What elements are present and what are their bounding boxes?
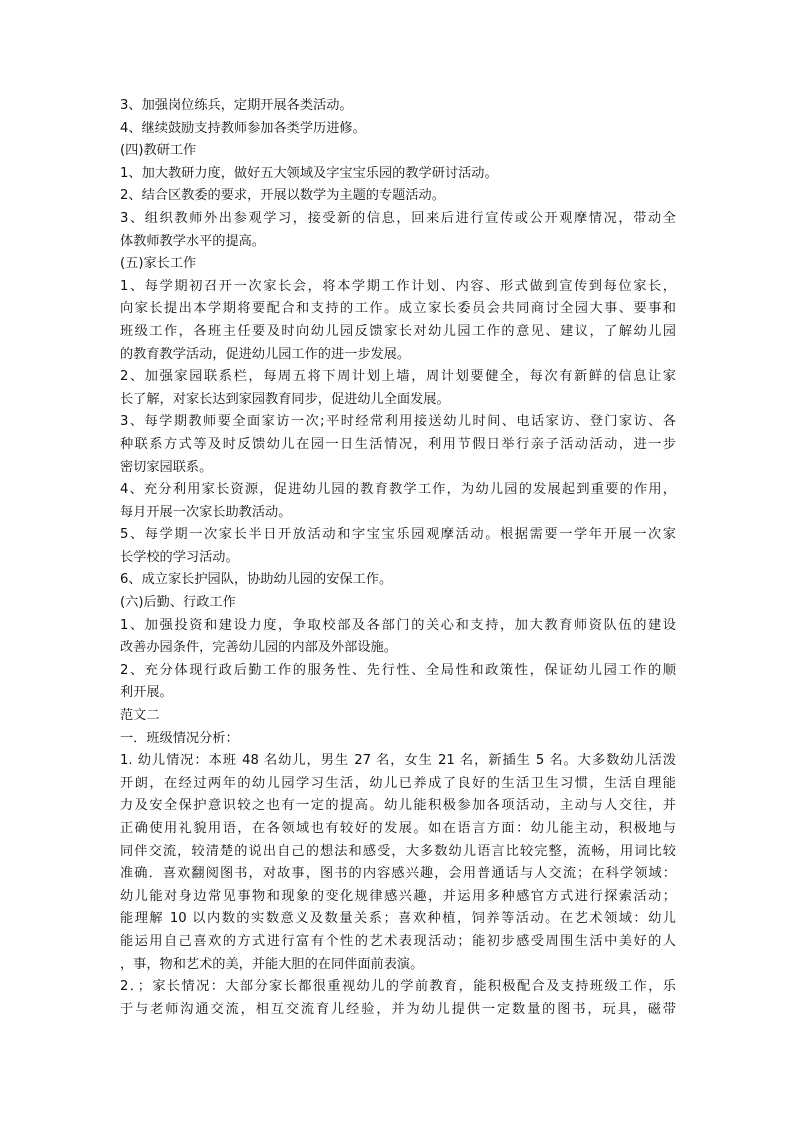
text-line: (四)教研工作 (120, 143, 197, 159)
text-line: ，事，物和艺术的美，并能大胆的在同伴面前表演。 (120, 956, 424, 972)
text-line: 同伴交流，较清楚的说出自己的想法和感受，大多数幼儿语言比较完整，流畅，用词比较 (120, 843, 676, 859)
text-line: (六)后勤、行政工作 (120, 595, 236, 611)
text-line: 种联系方式等及时反馈幼儿在园一日生活情况，利用节假日举行亲子活动活动，进一步 (120, 436, 676, 452)
text-line: 体教师教学水平的提高。 (120, 233, 266, 249)
text-line: 长了解，对家长达到家园教育同步，促进幼儿全面发展。 (120, 391, 450, 407)
text-line: 范文二 (120, 708, 160, 724)
text-line: 密切家园联系。 (120, 459, 213, 475)
text-line: 一．班级情况分析： (120, 730, 239, 746)
text-line: 改善办园条件，完善幼儿园的内部及外部设施。 (120, 640, 397, 656)
text-line: 1. 幼儿情况：本班 48 名幼儿，男生 27 名，女生 21 名，新插生 5 名。大多数幼儿活泼 (120, 753, 676, 769)
text-line: 2、充分体现行政后勤工作的服务性、先行性、全局性和政策性，保证幼儿园工作的顺 (120, 662, 676, 678)
text-line: 3、组织教师外出参观学习，接受新的信息，回来后进行宣传或公开观摩情况，带动全 (120, 210, 676, 226)
text-line: 1、每学期初召开一次家长会，将本学期工作计划、内容、形式做到宣传到每位家长， (120, 278, 676, 294)
document-page (120, 95, 676, 1021)
text-line: 幼儿能对身边常见事物和现象的变化规律感兴趣，并运用多种感官方式进行探索活动； (120, 888, 676, 904)
text-line: 3、每学期教师要全面家访一次;平时经常利用接送幼儿时间、电话家访、登门家访、各 (120, 414, 676, 430)
text-line: 长学校的学习活动。 (120, 549, 239, 565)
text-line: 5、每学期一次家长半日开放活动和字宝宝乐园观摩活动。根据需要一学年开展一次家 (120, 527, 676, 543)
text-line: 4、继续鼓励支持教师参加各类学历进修。 (120, 120, 366, 136)
text-line: 开朗，在经过两年的幼儿园学习生活，幼儿已养成了良好的生活卫生习惯，生活自理能 (120, 775, 676, 791)
text-line: (五)家长工作 (120, 256, 197, 272)
text-line: 4、充分利用家长资源，促进幼儿园的教育教学工作，为幼儿园的发展起到重要的作用， (120, 482, 676, 498)
text-line: 能理解 10 以内数的实数意义及数量关系；喜欢种植，饲养等活动。在艺术领域：幼儿 (120, 911, 676, 927)
text-line: 1、加大教研力度，做好五大领域及字宝宝乐园的教学研讨活动。 (120, 165, 498, 181)
text-line: 班级工作，各班主任要及时向幼儿园反馈家长对幼儿园工作的意见、建议，了解幼儿园 (120, 323, 676, 339)
text-line: 1、加强投资和建设力度，争取校部及各部门的关心和支持，加大教育师资队伍的建设 (120, 617, 676, 633)
text-line: 能运用自己喜欢的方式进行富有个性的艺术表现活动；能初步感受周围生活中美好的人 (120, 933, 676, 949)
text-line: 2、结合区教委的要求，开展以数学为主题的专题活动。 (120, 188, 445, 204)
text-line: 准确．喜欢翻阅图书，对故事，图书的内容感兴趣，会用普通话与人交流；在科学领域： (120, 866, 676, 882)
text-line: 2、加强家园联系栏，每周五将下周计划上墙，周计划要健全，每次有新鲜的信息让家 (120, 369, 676, 385)
text-line: 每月开展一次家长助教活动。 (120, 504, 292, 520)
text-line: 6、成立家长护园队，协助幼儿园的安保工作。 (120, 572, 393, 588)
text-line: 力及安全保护意识较之也有一定的提高。幼儿能积极参加各项活动，主动与人交往，并 (120, 798, 676, 814)
text-line: 3、加强岗位练兵，定期开展各类活动。 (120, 98, 353, 113)
text-line: 正确使用礼貌用语，在各领域也有较好的发展。如在语言方面：幼儿能主动，积极地与 (120, 821, 676, 836)
text-line: 的教育教学活动，促进幼儿园工作的进一步发展。 (120, 346, 411, 362)
text-line: 利开展。 (120, 685, 173, 701)
text-line: 2．；家长情况：大部分家长都很重视幼儿的学前教育，能积极配合及支持班级工作，乐 (120, 979, 676, 995)
text-line: 于与老师沟通交流，相互交流育儿经验，并为幼儿提供一定数量的图书，玩具，磁带 (120, 1001, 676, 1017)
text-line: 向家长提出本学期将要配合和支持的工作。成立家长委员会共同商讨全园大事、要事和 (120, 301, 676, 317)
